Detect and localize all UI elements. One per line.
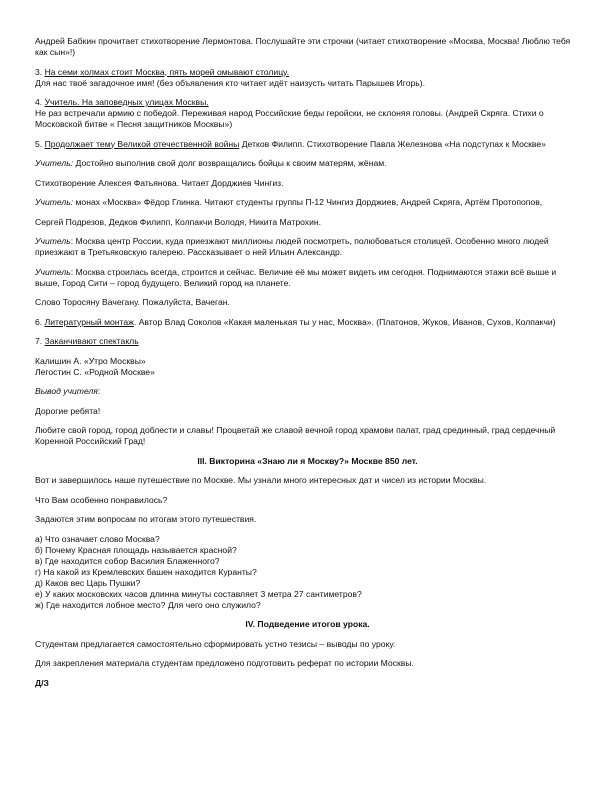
section-4-heading	[35, 97, 580, 108]
paragraph-love-city: Любите свой город, город доблести и славы! Процветай же славой вечной город храмови палат, град срединный, град сердечный Коренной Российский Град!	[35, 425, 556, 446]
section-7-heading	[35, 336, 580, 347]
poem-list	[35, 356, 580, 378]
paragraph-students: Студентам предлагается самостоятельно сформировать устно тезисы – выводы по уроку.	[35, 638, 396, 649]
section-number: 3.	[35, 66, 45, 77]
quiz-question-list	[35, 534, 580, 611]
list-item: е) У каких московских часов длинна минуты составляет 3 метра 27 сантиметров?	[35, 588, 362, 599]
conclusion-colon: :	[97, 386, 101, 396]
teacher-text: монах «Москва» Фёдор Глинка. Читают студенты группы П-12 Чингиз Дорджиев, Андрей Скряга, Артём Протопопов,	[73, 197, 543, 207]
section-4-text: Не раз встречали армию с победой. Переживая народ Российские беды геройски, не склоняя головы. (Андрей Скряга. Стихи о Московской битве « Песня защитников Москвы»)	[35, 108, 544, 129]
teacher-remark-2	[35, 197, 580, 208]
teacher-text: : Москва центр России, куда приезжают миллионы людей посмотреть, полюбоваться столицей. Особенно много людей приезжают в Третьяковскую галерею. Рассказывает о ней Ильин Александр.	[35, 236, 549, 257]
teacher-conclusion-label	[35, 386, 580, 397]
section-title: Литературный монтаж	[44, 316, 134, 327]
teacher-label: Учитель	[35, 266, 71, 277]
section-heading-iv: IV. Подведение итогов урока.	[245, 619, 370, 629]
section-number: 5.	[35, 138, 45, 149]
section-5-paragraph	[35, 139, 580, 150]
section-text: . Автор Влад Соколов «Какая маленькая ты у нас, Москва». (Платонов, Жуков, Иванов, Сухов, Колпакчи)	[133, 316, 556, 327]
section-3-text: Для нас твоё загадочное имя! (без объявления кто читает идёт наизусть читать Парышев Игорь).	[35, 77, 426, 88]
teacher-text: : Москва строилась всегда, строится и сейчас. Величие её мы может видеть им сегодня. Поднимаются этажи всё выше и выше, Город Сити – город будущего. Великий город на планете.	[35, 266, 557, 288]
paragraph-questions-intro: Задаются этим вопросам по итогам этого путешествия.	[35, 514, 257, 524]
teacher-remark-4	[35, 267, 580, 289]
section-title: Учитель. На заповедных улицах Москвы.	[44, 97, 209, 107]
paragraph-fatyanov: Стихотворение Алексея Фатьянова. Читает Дорджиев Чингиз.	[35, 177, 284, 188]
list-item: б) Почему Красная площадь называется красной?	[35, 544, 237, 555]
homework-label: Д/З	[35, 677, 49, 688]
section-title: Заканчивают спектакль	[44, 336, 139, 346]
list-item: ж) Где находится лобное место? Для чего оно служило?	[35, 599, 261, 610]
list-item: Легостин С. «Родной Москве»	[35, 366, 155, 377]
section-title: На семи холмах стоит Москва, пять морей омывают столицу.	[44, 66, 289, 77]
section-title: Продолжает тему Великой отечественной войны	[44, 138, 240, 149]
section-number: 4.	[35, 97, 45, 107]
list-item: г) На какой из Кремлевских башен находится Куранты?	[35, 566, 257, 577]
teacher-remark-3	[35, 236, 580, 258]
section-6-paragraph	[35, 317, 580, 328]
section-text: Детков Филипп. Стихотворение Павла Железнова «На подступах к Москве»	[239, 138, 546, 149]
document-page	[35, 36, 580, 697]
list-item: д) Каков вес Царь Пушки?	[35, 577, 141, 588]
section-number: 6.	[35, 316, 45, 327]
section-heading-iii: III. Викторина «Знаю ли я Москву?» Москве 850 лет.	[197, 455, 418, 466]
teacher-label: Учитель	[35, 236, 71, 246]
conclusion-label: Вывод учителя	[35, 386, 98, 396]
list-item: а) Что означает слово Москва?	[35, 533, 160, 544]
teacher-label: Учитель:	[35, 197, 74, 207]
paragraph-report: Для закрепления материала студентам предложено подготовить реферат по истории Москвы.	[35, 658, 414, 668]
section-number: 7.	[35, 336, 45, 346]
paragraph-names: Сергей Подрезов, Дедков Филипп, Колпакчи Володя, Никита Матрохин.	[35, 216, 322, 227]
list-item: Калишин А. «Утро Москвы»	[35, 355, 146, 366]
section-3-heading	[35, 67, 580, 78]
paragraph-lermontov: Андрей Бабкин прочитает стихотворение Лермонтова. Послушайте эти строчки (читает стихотворение «Москва, Москва! Люблю тебя как сын»!)	[35, 36, 571, 57]
paragraph-dear: Дорогие ребята!	[35, 405, 101, 416]
teacher-label: Учитель:	[35, 158, 74, 168]
paragraph-toroshanu: Слово Торосяну Вачегану. Пожалуйста, Вачеган.	[35, 297, 230, 307]
paragraph-liked: Что Вам особенно понравилось?	[35, 494, 168, 505]
paragraph-journey: Вот и завершилось наше путешествие по Москве. Мы узнали много интересных дат и чисел из истории Москвы.	[35, 475, 487, 485]
teacher-remark-1	[35, 158, 580, 169]
list-item: в) Где находится собор Василия Блаженного?	[35, 555, 220, 566]
teacher-text: Достойно выполнив свой долг возвращались бойцы к своим матерям, жёнам.	[73, 158, 387, 168]
